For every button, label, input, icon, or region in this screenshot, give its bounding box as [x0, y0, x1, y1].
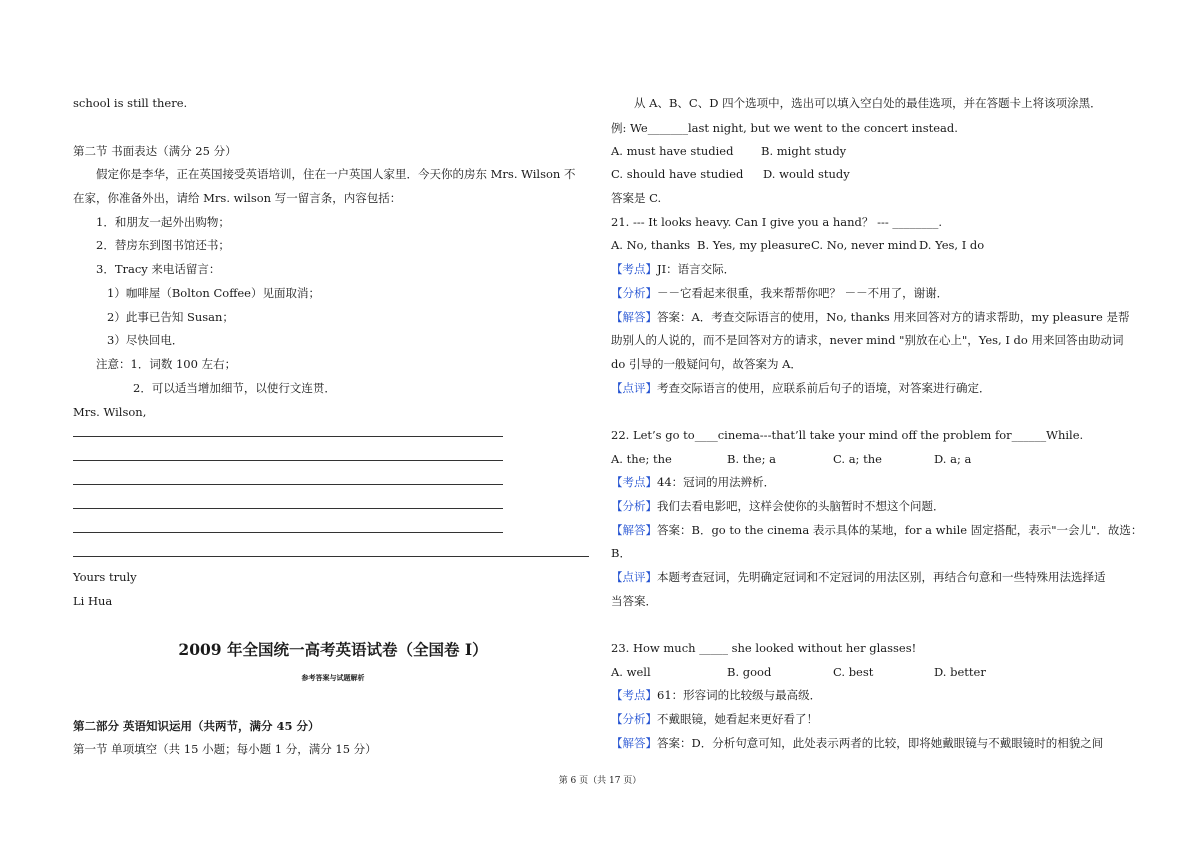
exam-title: 2009 年全国统一高考英语试卷（全国卷 I） [178, 640, 488, 659]
example-option-c: C. should have studied [611, 167, 744, 181]
q21-option-a: A. No, thanks [611, 238, 691, 252]
q21-jieda-text-1: 答案：A．考查交际语言的使用，No, thanks 用来回答对方的请求帮助，my pleasure 是帮 [657, 310, 1130, 324]
q21-jieda [611, 309, 1129, 325]
example-option-d: D. would study [763, 167, 850, 181]
example-options-row-2 [611, 166, 850, 182]
letter-closing: Yours truly [73, 570, 137, 584]
instruction: 从 A、B、C、D 四个选项中，选出可以填入空白处的最佳选项，并在答题卡上将该项涂黑． [634, 96, 1102, 110]
q23-kaodian-text: 61：形容词的比较级与最高级． [657, 688, 822, 702]
q22-jieda-text-1: 答案：B．go to the cinema 表示具体的某地，for a while 固定搭配，表示"一会儿"．故选： [657, 523, 1143, 537]
q22-jieda [611, 522, 1142, 538]
essay-text-end: school is still there. [73, 96, 188, 110]
question-23-options [611, 664, 986, 680]
example-options-row-1 [611, 143, 846, 159]
question-23-stem: 23. How much _____ she looked without her glasses! [611, 641, 917, 655]
q22-dianping [611, 569, 1106, 585]
q21-kaodian-text: JI：语言交际． [657, 262, 736, 276]
fenxi-tag: 【分析】 [611, 712, 657, 726]
sub-item-3: 3）尽快回电． [107, 333, 184, 347]
q21-option-c: C. No, never mind [811, 238, 918, 252]
example-question: 例: We_______last night, but we went to the concert instead. [611, 121, 958, 135]
letter-salutation: Mrs. Wilson, [73, 405, 147, 419]
answer-line-3 [73, 484, 503, 485]
note-2: 2．可以适当增加细节，以使行文连贯． [133, 381, 336, 395]
q22-option-a: A. the; the [611, 452, 672, 466]
content-item-2: 2．替房东到图书馆还书； [96, 238, 230, 252]
answer-line-1 [73, 436, 503, 437]
writing-prompt-line-1: 假定你是李华，正在英国接受英语培训，住在一户英国人家里．今天你的房东 Mrs. Wilson 不 [96, 167, 576, 181]
example-option-a: A. must have studied [611, 144, 734, 158]
q21-fenxi-text: －－它看起来很重，我来帮帮你吧？ －－不用了，谢谢． [657, 286, 949, 300]
q23-option-d: D. better [934, 665, 986, 679]
dianping-tag: 【点评】 [611, 381, 657, 395]
answer-line-2 [73, 460, 503, 461]
fenxi-tag: 【分析】 [611, 499, 657, 513]
q22-dianping-text-2: 当答案． [611, 594, 657, 608]
q21-option-d: D. Yes, I do [919, 238, 985, 252]
q23-option-b: B. good [727, 665, 772, 679]
q23-jieda-text-1: 答案：D．分析句意可知，此处表示两者的比较，即将她戴眼镜与不戴眼镜时的相貌之间 [657, 736, 1104, 750]
q21-dianping [611, 380, 991, 396]
question-21-options [611, 237, 984, 253]
fenxi-tag: 【分析】 [611, 286, 657, 300]
q21-jieda-text-3: do 引导的一般疑问句，故答案为 A． [611, 357, 802, 371]
q22-fenxi-text: 我们去看电影吧，这样会使你的头脑暂时不想这个问题． [657, 499, 945, 513]
section-heading-writing: 第二节 书面表达（满分 25 分） [73, 144, 237, 158]
q21-option-b: B. Yes, my pleasure [697, 238, 811, 252]
content-item-1: 1．和朋友一起外出购物； [96, 215, 230, 229]
q22-dianping-text-1: 本题考查冠词，先明确定冠词和不定冠词的用法区别，再结合句意和一些特殊用法选择适 [657, 570, 1106, 584]
question-21-stem: 21. --- It looks heavy. Can I give you a hand？ --- ________. [611, 215, 943, 229]
example-option-b: B. might study [761, 144, 847, 158]
q22-jieda-text-2: B． [611, 546, 631, 560]
question-22-stem: 22. Let’s go to____cinema---that’ll take your mind off the problem for______While. [611, 428, 1084, 442]
q21-dianping-text: 考查交际语言的使用，应联系前后句子的语境，对答案进行确定． [657, 381, 991, 395]
q22-fenxi [611, 498, 945, 514]
q23-option-c: C. best [833, 665, 874, 679]
sub-item-1: 1）咖啡屋（Bolton Coffee）见面取消； [107, 286, 320, 300]
q22-option-c: C. a; the [833, 452, 882, 466]
question-22-options [611, 451, 971, 467]
section-one-heading: 第一节 单项填空（共 15 小题；每小题 1 分，满分 15 分） [73, 742, 377, 756]
q21-fenxi [611, 285, 948, 301]
sub-item-2: 2）此事已告知 Susan； [107, 310, 234, 324]
jieda-tag: 【解答】 [611, 310, 657, 324]
jieda-tag: 【解答】 [611, 736, 657, 750]
answer-line-5 [73, 532, 503, 533]
exam-subtitle: 参考答案与试题解析 [301, 673, 365, 682]
content-item-3: 3．Tracy 来电话留言： [96, 262, 221, 276]
q21-jieda-text-2: 助别人的人说的，而不是回答对方的请求，never mind "别放在心上"，Yes, I do 用来回答由助动词 [611, 333, 1124, 347]
answer-line-4 [73, 508, 503, 509]
letter-signature: Li Hua [73, 594, 113, 608]
part-two-heading: 第二部分 英语知识运用（共两节，满分 45 分） [73, 719, 320, 733]
q22-kaodian [611, 474, 775, 490]
q22-option-b: B. the; a [727, 452, 776, 466]
answer-line-6 [73, 556, 589, 557]
note-1: 注意：1．词数 100 左右； [96, 357, 237, 371]
q23-fenxi-text: 不戴眼镜，她看起来更好看了！ [657, 712, 818, 726]
example-answer: 答案是 C. [611, 191, 662, 205]
jieda-tag: 【解答】 [611, 523, 657, 537]
q22-option-d: D. a; a [934, 452, 972, 466]
q23-fenxi [611, 711, 818, 727]
kaodian-tag: 【考点】 [611, 262, 657, 276]
q22-kaodian-text: 44：冠词的用法辨析． [657, 475, 776, 489]
q23-option-a: A. well [611, 665, 651, 679]
q23-kaodian [611, 687, 821, 703]
kaodian-tag: 【考点】 [611, 475, 657, 489]
page-footer: 第 6 页（共 17 页） [558, 776, 642, 786]
writing-prompt-line-2: 在家，你准备外出，请给 Mrs. wilson 写一留言条，内容包括： [73, 191, 402, 205]
kaodian-tag: 【考点】 [611, 688, 657, 702]
q21-kaodian [611, 261, 735, 277]
dianping-tag: 【点评】 [611, 570, 657, 584]
q23-jieda [611, 735, 1103, 751]
